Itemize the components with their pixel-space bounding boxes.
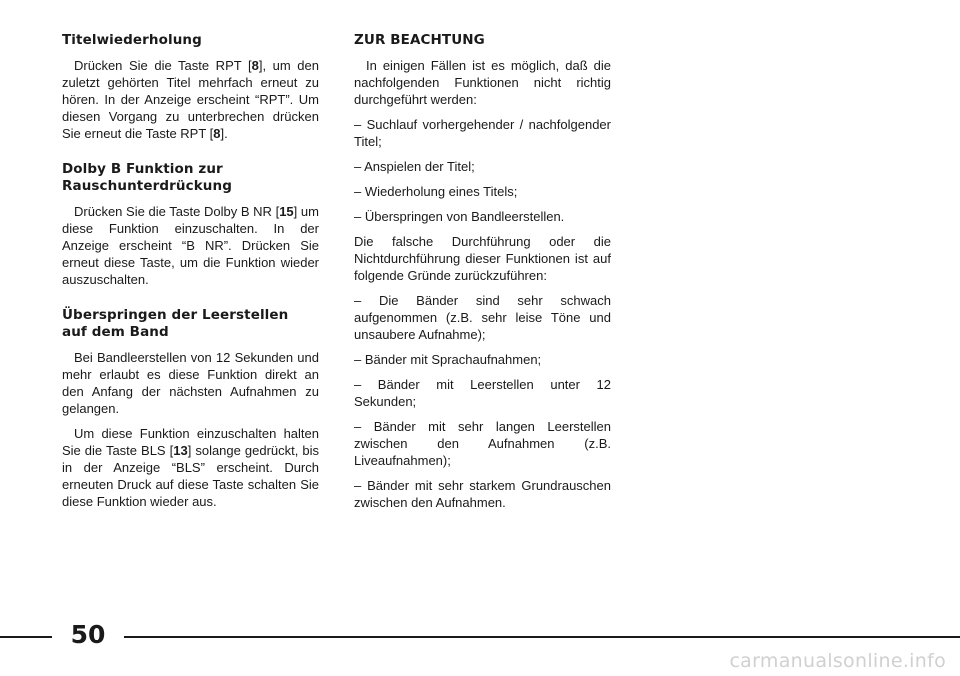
footer-rule-left xyxy=(0,636,52,638)
heading-titelwiederholung: Titelwiederholung xyxy=(62,32,202,48)
button-ref-dolby: 15 xyxy=(279,204,294,219)
left-column xyxy=(62,32,319,510)
button-ref-rpt: 8 xyxy=(213,126,221,141)
paragraph-leerstellen-1: Bei Bandleerstellen von 12 Sekunden und mehr erlaubt es diese Funktion direkt an den Anfang der nächsten Aufnahmen zu gelangen. xyxy=(62,350,319,416)
list-item: – Überspringen von Bandleerstellen. xyxy=(354,209,565,224)
button-ref-rpt: 8 xyxy=(251,58,259,73)
list-item: – Wiederholung eines Titels; xyxy=(354,184,518,199)
heading-zur-beachtung: ZUR BEACHTUNG xyxy=(354,32,485,48)
footer-rule-right xyxy=(124,636,960,638)
heading-leerstellen: Überspringen der Leerstellen auf dem Band xyxy=(62,307,289,340)
button-ref-bls: 13 xyxy=(173,443,188,458)
list-item: – Bänder mit sehr starkem Grundrauschen zwischen den Aufnahmen. xyxy=(354,478,611,510)
watermark: carmanualsonline.info xyxy=(729,650,946,672)
list-item: – Anspielen der Titel; xyxy=(354,159,475,174)
list-item: – Bänder mit sehr langen Leerstellen zwischen den Aufnahmen (z.B. Liveaufnahmen); xyxy=(354,419,611,468)
right-column xyxy=(354,32,611,511)
paragraph-titelwiederholung: Drücken Sie die Taste RPT [8], um den zuletzt gehörten Titel mehrfach erneut zu hören. In der Anzeige erscheint “RPT”. Um diesen Vorgang zu unterbrechen drücken Sie erneut die Taste RPT [8]. xyxy=(62,58,319,141)
paragraph-leerstellen-2: Um diese Funktion einzuschalten halten Sie die Taste BLS [13] solange gedrückt, bis in der Anzeige “BLS” erscheint. Durch erneuten Druck auf diese Taste schalten Sie diese Funktion wieder aus. xyxy=(62,426,319,509)
paragraph-reasons: Die falsche Durchführung oder die Nichtdurchführung dieser Funktionen ist auf folgende Gründe zurückzuführen: xyxy=(354,234,611,283)
list-item: – Bänder mit Leerstellen unter 12 Sekunden; xyxy=(354,377,611,409)
heading-dolby-b: Dolby B Funktion zur Rauschunterdrückung xyxy=(62,161,232,194)
paragraph-intro: In einigen Fällen ist es möglich, daß die nachfolgenden Funktionen nicht richtig durchgeführt werden: xyxy=(354,58,611,107)
list-item: – Die Bänder sind sehr schwach aufgenommen (z.B. sehr leise Töne und unsaubere Aufnahme); xyxy=(354,293,611,342)
page-number: 50 xyxy=(70,620,106,649)
paragraph-dolby-b: Drücken Sie die Taste Dolby B NR [15] um diese Funktion einzuschalten. In der Anzeige erscheint “B NR”. Drücken Sie erneut diese Taste, um die Funktion wieder auszuschalten. xyxy=(62,204,319,287)
list-item: – Bänder mit Sprachaufnahmen; xyxy=(354,352,542,367)
list-item: – Suchlauf vorhergehender / nachfolgender Titel; xyxy=(354,117,611,149)
